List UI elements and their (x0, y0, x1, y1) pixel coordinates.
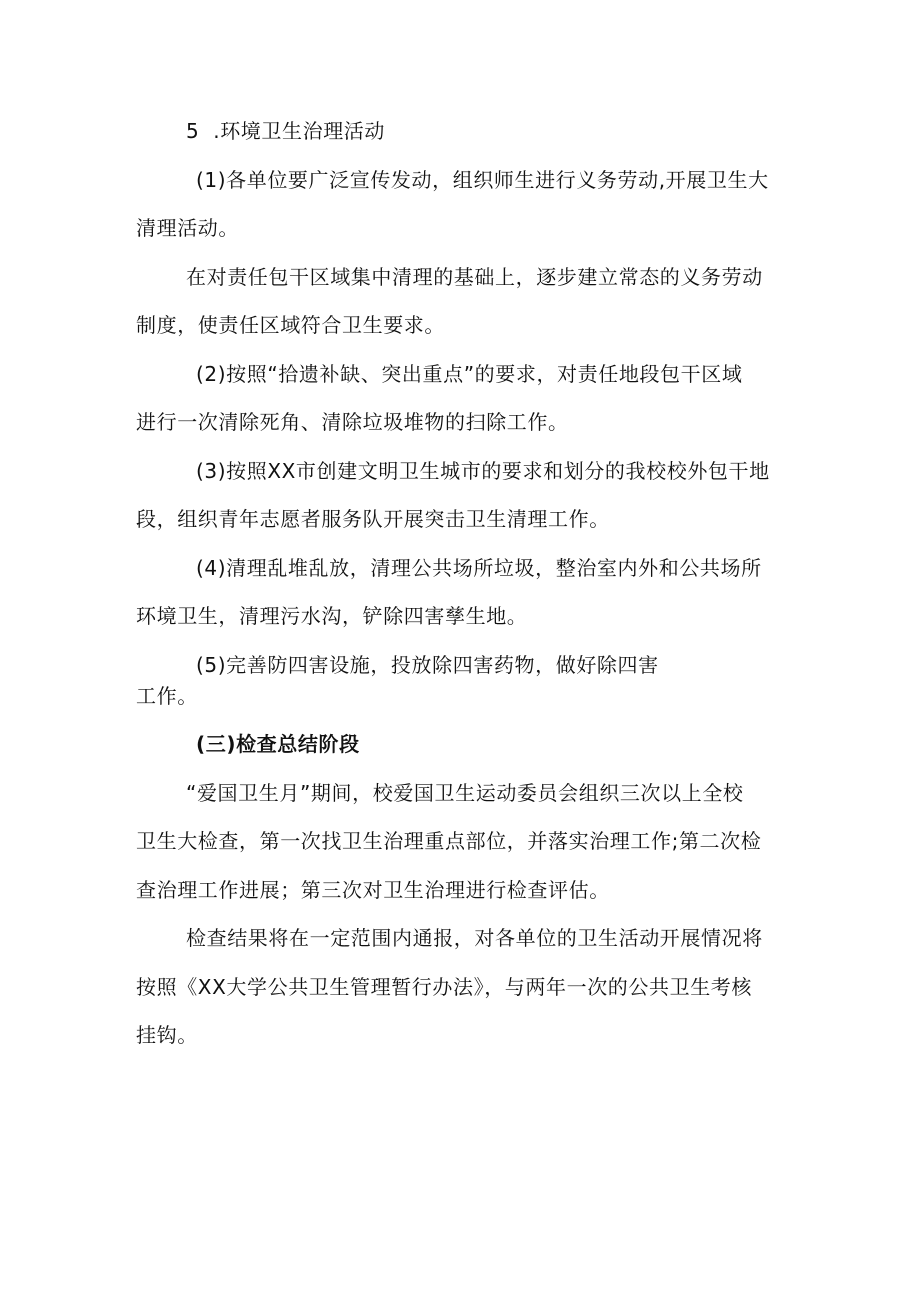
section-heading: 5 .环境卫生治理活动 (186, 119, 385, 143)
item-3-line-1: (3)按照XX市创建文明卫生城市的要求和划分的我校校外包干地 (196, 459, 770, 483)
item-1-line-1: (1)各单位要广泛宣传发动，组织师生进行义务劳动,开展卫生大 (196, 168, 769, 192)
item-2-line-2: 进行一次清除死角、清除垃圾堆物的扫除工作。 (136, 410, 569, 434)
item-2-line-1: (2)按照“拾遗补缺、突出重点”的要求，对责任地段包干区域 (196, 362, 743, 386)
item-4-line-2: 环境卫生，清理污水沟，铲除四害孳生地。 (136, 604, 528, 628)
item-5-line-1: (5)完善防四害设施，投放除四害药物，做好除四害 (196, 653, 659, 677)
patriotic-month-paragraph-line-2: 卫生大检查，第一次找卫生治理重点部位，并落实治理工作;第二次检 (136, 829, 762, 853)
results-paragraph-line-3: 挂钩。 (136, 1023, 198, 1047)
patriotic-month-paragraph-line-3: 查治理工作进展；第三次对卫生治理进行检查评估。 (136, 878, 610, 902)
responsibility-paragraph-line-2: 制度，使责任区域符合卫生要求。 (136, 313, 445, 337)
phase-heading: (三)检查总结阶段 (196, 732, 360, 756)
item-4-line-1: (4)清理乱堆乱放，清理公共场所垃圾，整治室内外和公共场所 (196, 556, 762, 580)
results-paragraph-line-1: 检查结果将在一定范围内通报，对各单位的卫生活动开展情况将 (186, 926, 763, 950)
patriotic-month-paragraph-line-1: “爱国卫生月”期间，校爱国卫生运动委员会组织三次以上全校 (186, 781, 744, 805)
responsibility-paragraph-line-1: 在对责任包干区域集中清理的基础上，逐步建立常态的义务劳动 (186, 265, 763, 289)
item-3-line-2: 段，组织青年志愿者服务队开展突击卫生清理工作。 (136, 507, 610, 531)
item-5-line-2: 工作。 (136, 684, 198, 708)
item-1-line-2: 清理活动。 (136, 216, 239, 240)
results-paragraph-line-2: 按照《XX大学公共卫生管理暂行办法》，与两年一次的公共卫生考核 (136, 975, 753, 999)
